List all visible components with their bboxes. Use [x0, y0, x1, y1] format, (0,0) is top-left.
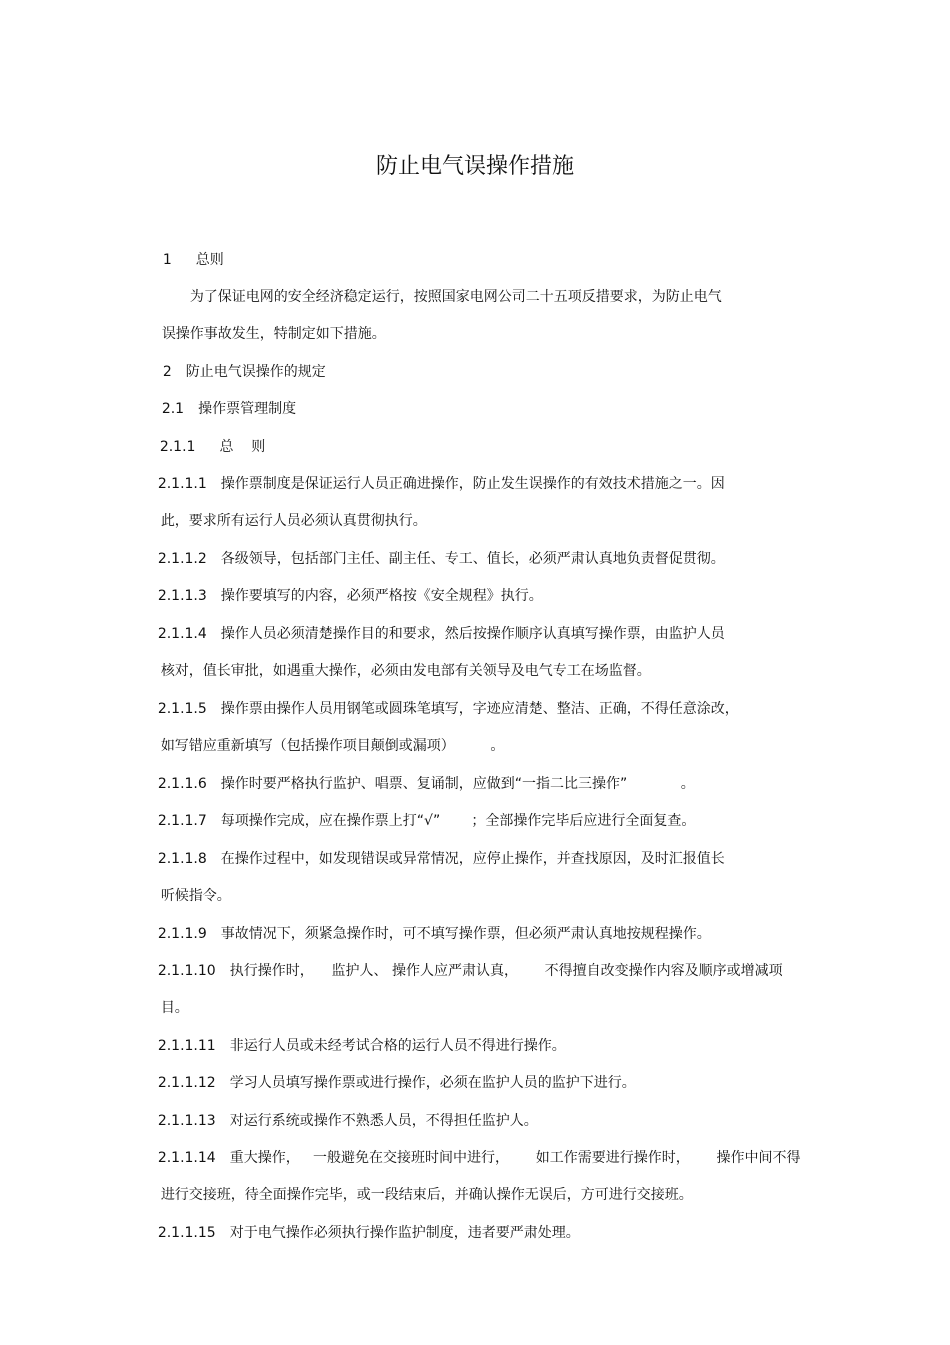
paragraph-text: 听候指令。 — [160, 888, 231, 904]
paragraph-text: 为了保证电网的安全经济稳定运行，按照国家电网公司二十五项反措要求，为防止电气 — [189, 289, 722, 305]
clause-number: 2.1.1.14 — [157, 1150, 216, 1166]
section-number: 2 — [162, 364, 172, 380]
section-heading — [145, 339, 326, 380]
clause-number: 2.1.1.11 — [157, 1038, 216, 1054]
paragraph-line — [143, 975, 189, 1016]
clause-text: 操作时要严格执行监护、唱票、复诵制，应做到“一指二比三操作” 。 — [220, 776, 695, 792]
clause-number: 2.1.1.15 — [157, 1225, 216, 1241]
paragraph-line — [172, 264, 722, 305]
clause-number: 2.1.1.9 — [157, 926, 207, 942]
clause-text: 重大操作， 一般避免在交接班时间中进行， 如工作需要进行操作时， 操作中间不得 — [229, 1150, 801, 1166]
clause-line — [140, 1088, 538, 1129]
clause-line — [140, 1013, 566, 1054]
clause-line — [140, 1050, 636, 1091]
paragraph-line — [143, 863, 231, 904]
clause-line — [140, 563, 543, 604]
clause-number: 2.1.1.5 — [157, 701, 207, 717]
clause-number: 2.1.1.4 — [157, 626, 207, 642]
paragraph-line — [143, 488, 427, 529]
clause-text: 各级领导，包括部门主任、副主任、专工、值长，必须严肃认真地负责督促贯彻。 — [220, 551, 725, 567]
paragraph-text: 误操作事故发生，特制定如下措施。 — [161, 326, 386, 342]
clause-line — [140, 901, 711, 942]
clause-text: 在操作过程中，如发现错误或异常情况，应停止操作，并查找原因，及时汇报值长 — [220, 851, 725, 867]
clause-number: 2.1.1.3 — [157, 588, 207, 604]
clause-line — [140, 451, 725, 492]
clause-text: 对于电气操作必须执行操作监护制度，违者要严肃处理。 — [229, 1225, 580, 1241]
clause-number: 2.1.1.2 — [157, 551, 207, 567]
clause-line — [140, 751, 695, 792]
clause-line — [140, 938, 783, 979]
section-heading — [145, 227, 224, 268]
clause-text: 执行操作时， 监护人、 操作人应严肃认真， 不得擅自改变操作内容及顺序或增减项 — [229, 963, 783, 979]
clause-number: 2.1.1.12 — [157, 1075, 216, 1091]
paragraph-text: 此，要求所有运行人员必须认真贯彻执行。 — [160, 513, 427, 529]
clause-number: 2.1.1.1 — [157, 476, 207, 492]
clause-number: 2.1.1.10 — [157, 963, 216, 979]
section-heading — [144, 376, 297, 417]
page-title: 防止电气误操作措施 — [375, 154, 574, 179]
clause-line — [140, 601, 725, 642]
section-text: 操作票管理制度 — [198, 401, 297, 417]
clause-text: 操作要填写的内容，必须严格按《安全规程》执行。 — [220, 588, 543, 604]
section-text: 总则 — [195, 252, 224, 268]
section-text: 防止电气误操作的规定 — [185, 364, 326, 380]
clause-number: 2.1.1.6 — [157, 776, 207, 792]
clause-line — [140, 1125, 801, 1166]
clause-number: 2.1.1.13 — [157, 1113, 216, 1129]
clause-text: 操作人员必须清楚操作目的和要求，然后按操作顺序认真填写操作票，由监护人员 — [220, 626, 725, 642]
section-text: 总 则 — [219, 439, 266, 455]
clause-text: 事故情况下，须紧急操作时，可不填写操作票，但必须严肃认真地按规程操作。 — [220, 926, 711, 942]
clause-text: 非运行人员或未经考试合格的运行人员不得进行操作。 — [229, 1038, 566, 1054]
clause-text: 对运行系统或操作不熟悉人员，不得担任监护人。 — [229, 1113, 538, 1129]
section-number: 2.1 — [161, 401, 185, 417]
clause-text: 每项操作完成，应在操作票上打“√” ；全部操作完毕后应进行全面复查。 — [220, 813, 696, 829]
paragraph-line — [143, 638, 651, 679]
clause-text: 学习人员填写操作票或进行操作，必须在监护人员的监护下进行。 — [229, 1075, 636, 1091]
section-heading — [142, 414, 266, 455]
clause-line — [140, 826, 725, 867]
paragraph-line — [144, 301, 386, 342]
clause-number: 2.1.1.7 — [157, 813, 207, 829]
clause-line — [140, 526, 725, 567]
paragraph-text: 核对，值长审批，如遇重大操作，必须由发电部有关领导及电气专工在场监督。 — [160, 663, 651, 679]
paragraph-text: 进行交接班，待全面操作完毕，或一段结束后，并确认操作无误后，方可进行交接班。 — [160, 1187, 693, 1203]
paragraph-text: 如写错应重新填写（包括操作项目颠倒或漏项） 。 — [160, 738, 505, 754]
clause-line — [140, 788, 696, 829]
paragraph-line — [143, 713, 505, 754]
paragraph-text: 目。 — [160, 1000, 189, 1016]
clause-text: 操作票由操作人员用钢笔或圆珠笔填写，字迹应清楚、整洁、正确，不得任意涂改， — [220, 701, 739, 717]
clause-text: 操作票制度是保证运行人员正确进操作，防止发生误操作的有效技术措施之一。因 — [220, 476, 725, 492]
paragraph-line — [143, 1162, 693, 1203]
section-number: 1 — [162, 252, 172, 268]
clause-number: 2.1.1.8 — [157, 851, 207, 867]
clause-line — [140, 676, 739, 717]
section-number: 2.1.1 — [159, 439, 196, 455]
clause-line — [140, 1200, 580, 1241]
